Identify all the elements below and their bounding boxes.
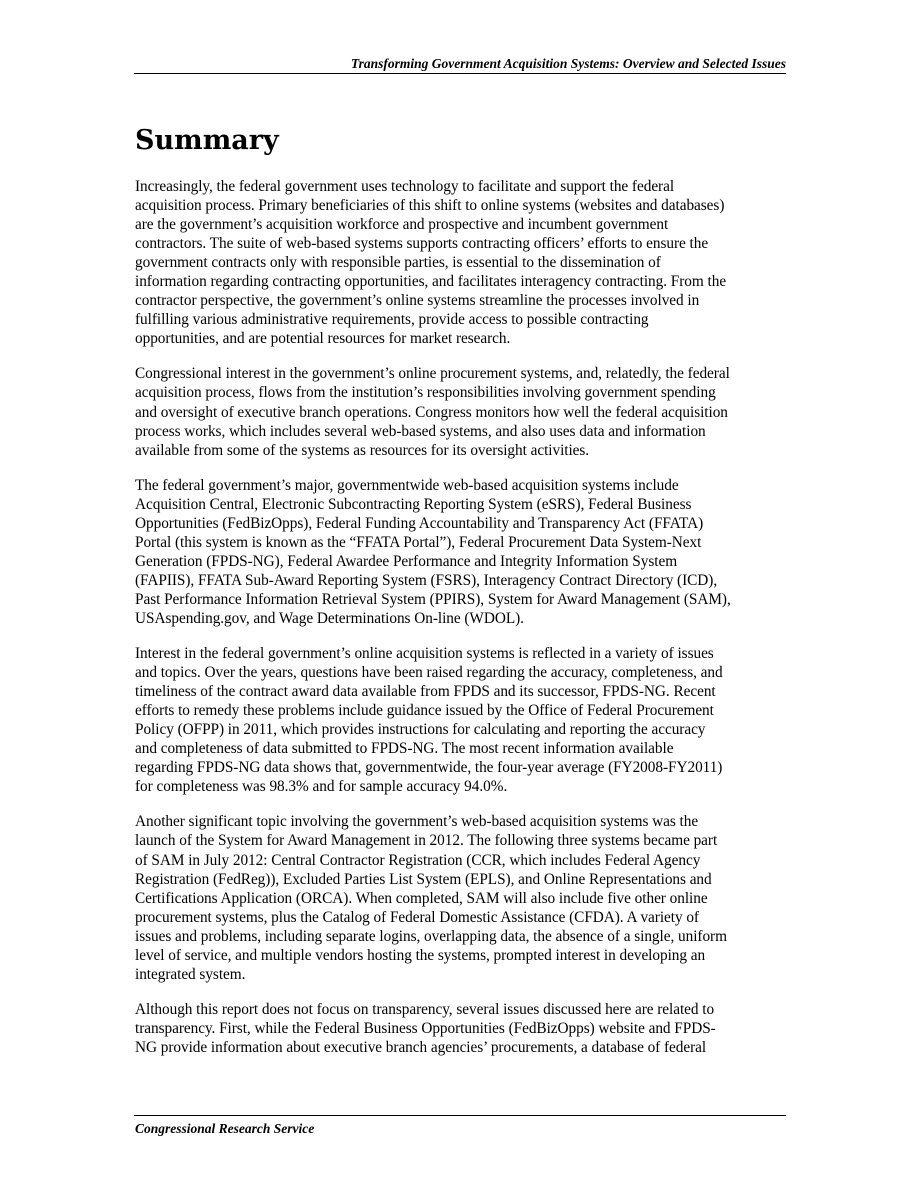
paragraph-6 [135, 1000, 787, 1057]
text-line: Opportunities (FedBizOpps), Federal Funding Accountability and Transparency Act (FFATA) [135, 514, 704, 532]
text-line: Interest in the federal government’s online acquisition systems is reflected in a variety of issues [135, 645, 714, 663]
text-line: Certifications Application (ORCA). When completed, SAM will also include five other online [135, 889, 708, 907]
text-line: acquisition process. Primary beneficiaries of this shift to online systems (websites and databases) [135, 197, 725, 215]
text-line: process works, which includes several web-based systems, and also uses data and information [135, 422, 706, 440]
text-line: Acquisition Central, Electronic Subcontracting Reporting System (eSRS), Federal Business [135, 495, 692, 513]
text-line: and completeness of data submitted to FPDS-NG. The most recent information available [135, 740, 674, 758]
text-line: procurement systems, plus the Catalog of Federal Domestic Assistance (CFDA). A variety of [135, 908, 699, 926]
text-line: The federal government’s major, governmentwide web-based acquisition systems include [135, 476, 679, 494]
text-line: contractor perspective, the government’s online systems streamline the processes involved in [135, 292, 700, 310]
text-line: Registration (FedReg)), Excluded Parties List System (EPLS), and Online Representations and [135, 870, 712, 888]
text-line: information regarding contracting opportunities, and facilitates interagency contracting. From the [135, 273, 727, 291]
text-line: Past Performance Information Retrieval System (PPIRS), System for Award Management (SAM), [135, 590, 731, 608]
paragraph-3 [135, 476, 787, 628]
text-line: opportunities, and are potential resources for market research. [135, 330, 511, 348]
text-line: Policy (OFPP) in 2011, which provides instructions for calculating and reporting the accuracy [135, 721, 706, 739]
text-line: transparency. First, while the Federal Business Opportunities (FedBizOpps) website and FPDS- [135, 1019, 716, 1037]
text-line: level of service, and multiple vendors hosting the systems, prompted interest in developing an [135, 946, 706, 964]
text-line: available from some of the systems as resources for its oversight activities. [135, 441, 590, 459]
text-line: Portal (this system is known as the “FFATA Portal”), Federal Procurement Data System-Next [135, 533, 702, 551]
text-line: are the government’s acquisition workforce and prospective and incumbent government [135, 216, 669, 234]
text-line: Although this report does not focus on transparency, several issues discussed here are related to [135, 1000, 715, 1018]
text-line: regarding FPDS-NG data shows that, governmentwide, the four-year average (FY2008-FY2011) [135, 759, 723, 777]
running-title: Transforming Government Acquisition Systems: Overview and Selected Issues [350, 56, 786, 71]
text-line: Congressional interest in the government’s online procurement systems, and, relatedly, the federal [135, 365, 730, 383]
text-line: Another significant topic involving the government’s web-based acquisition systems was the [135, 813, 699, 831]
text-line: launch of the System for Award Management in 2012. The following three systems became part [135, 832, 718, 850]
summary-body [135, 177, 787, 1073]
text-line: issues and problems, including separate logins, overlapping data, the absence of a single, uniform [135, 927, 727, 945]
paragraph-5 [135, 812, 787, 983]
page-header [134, 55, 786, 74]
text-line: USAspending.gov, and Wage Determinations On-line (WDOL). [135, 609, 524, 627]
text-line: efforts to remedy these problems include guidance issued by the Office of Federal Procurement [135, 702, 714, 720]
text-line: NG provide information about executive branch agencies’ procurements, a database of federal [135, 1038, 707, 1056]
page-footer [134, 1115, 786, 1136]
text-line: Increasingly, the federal government uses technology to facilitate and support the federal [135, 178, 675, 195]
page-title: Summary [135, 125, 279, 156]
paragraph-2 [135, 364, 787, 459]
text-line: timeliness of the contract award data available from FPDS and its successor, FPDS-NG. Recent [135, 683, 716, 701]
text-line: of SAM in July 2012: Central Contractor Registration (CCR, which includes Federal Agency [135, 851, 701, 869]
text-line: government contracts only with responsible parties, is essential to the dissemination of [135, 254, 661, 272]
paragraph-4 [135, 644, 787, 796]
text-line: for completeness was 98.3% and for sample accuracy 94.0%. [135, 778, 508, 796]
paragraph-1 [135, 177, 787, 348]
text-line: fulfilling various administrative requirements, provide access to possible contracting [135, 311, 649, 329]
text-line: and topics. Over the years, questions have been raised regarding the accuracy, completeness, and [135, 664, 723, 682]
text-line: acquisition process, flows from the institution’s responsibilities involving government spending [135, 384, 716, 402]
text-line: integrated system. [135, 965, 246, 983]
footer-source: Congressional Research Service [135, 1121, 315, 1136]
text-line: contractors. The suite of web-based systems supports contracting officers’ efforts to ensure the [135, 235, 709, 253]
text-line: (FAPIIS), FFATA Sub-Award Reporting System (FSRS), Interagency Contract Directory (ICD), [135, 571, 718, 589]
text-line: Generation (FPDS-NG), Federal Awardee Performance and Integrity Information System [135, 552, 678, 570]
text-line: and oversight of executive branch operations. Congress monitors how well the federal acquisition [135, 403, 728, 421]
